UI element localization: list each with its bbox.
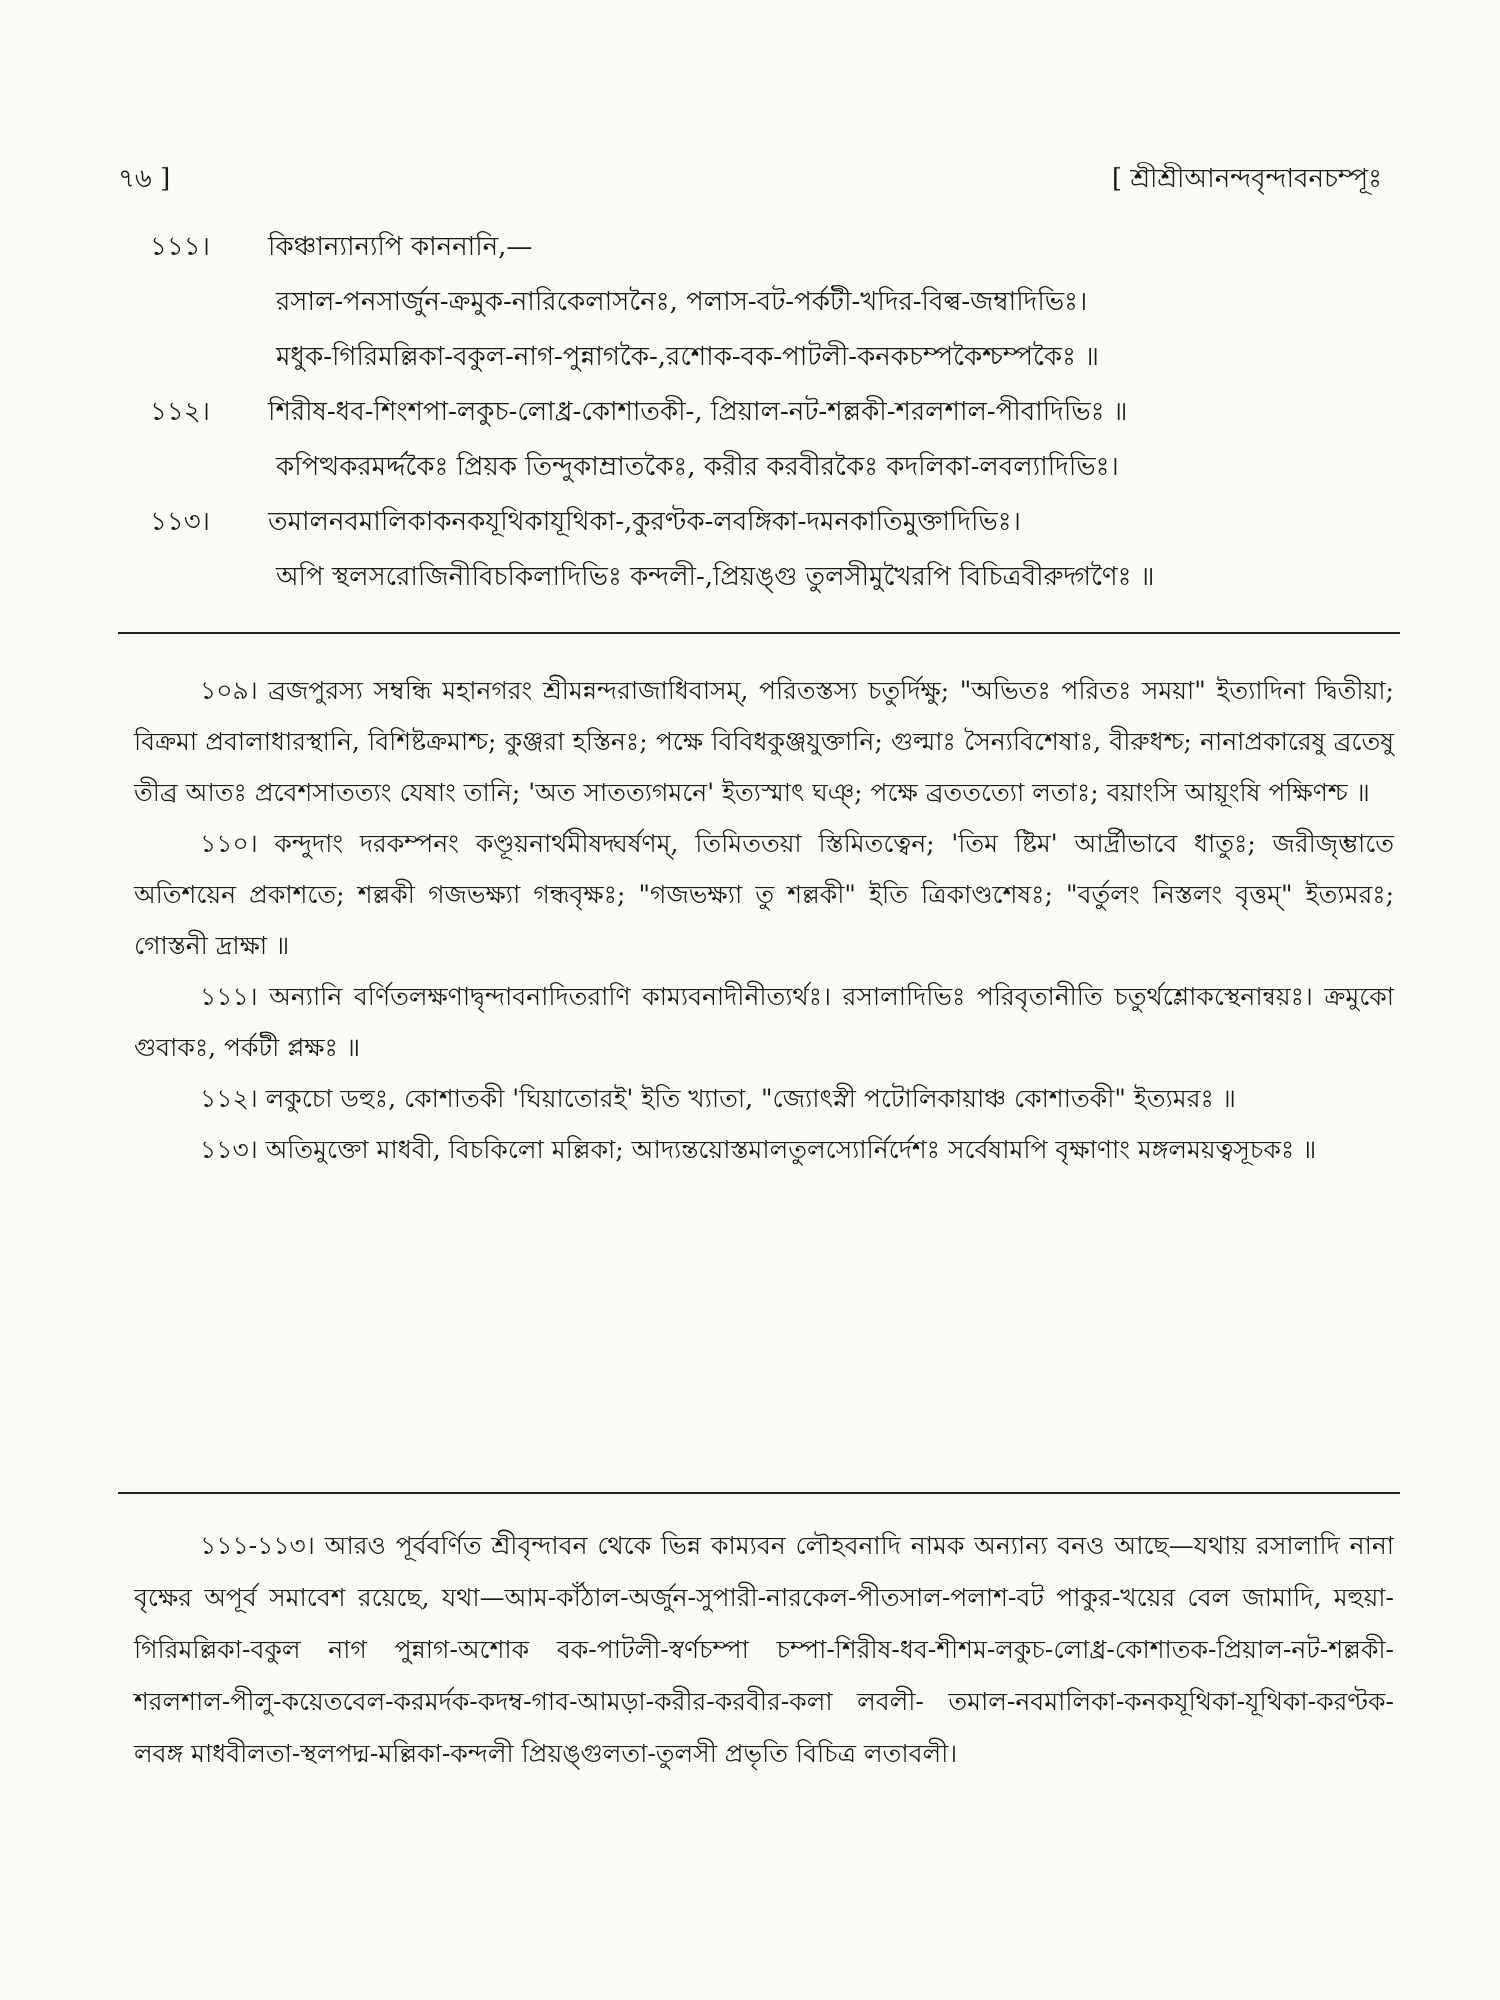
commentary-block — [134, 665, 1394, 1175]
translation-block — [134, 1520, 1394, 1780]
commentary-paragraph: ১১৩। অতিমুক্তো মাধবী, বিচকিলো মল্লিকা; আদ্যন্তয়োস্তমালতুলস্যোর্নির্দেশঃ সর্বেষামপি বৃক্ষাণাং মঙ্গলময়ত্বসূচকঃ ॥ — [200, 1135, 1317, 1164]
verse-number: ১১১। — [150, 232, 210, 262]
verse-text: তমালনবমালিকাকনকযূথিকাযূথিকা-,কুরণ্টক-লবঙ্গিকা-দমনকাতিমুক্তাদিভিঃ। — [268, 507, 1021, 537]
translation-paragraph: ১১১-১১৩। আরও পূর্ববর্ণিত শ্রীবৃন্দাবন থেকে ভিন্ন কাম্যবন লৌহবনাদি নামক অন্যান্য বনও আছে—যথায় রসালাদি নানা বৃক্ষের অপূর্ব সমাবেশ রয়েছে, যথা—আম-কাঁঠাল-অর্জুন-সুপারী-নারকেল-পীতসাল-পলাশ-বট পাকুর-খয়ের বেল জামাদি, মহুয়া-গিরিমল্লিকা-বকুল নাগ পুন্নাগ-অশোক বক-পাটলী-স্বর্ণচম্পা চম্পা-শিরীষ-ধব-শীশম-লকুচ-লোধ্র-কোশাতক-প্রিয়াল-নট-শল্লকী-শরলশাল-পীলু-কয়েতবেল-করমর্দক-কদম্ব-গাব-আমড়া-করীর-করবীর-কলা লবলী- তমাল-নবমালিকা-কনকযূথিকা-যূথিকা-করণ্টক-লবঙ্গ মাধবীলতা-স্থলপদ্ম-মল্লিকা-কন্দলী প্রিয়ঙ্গুলতা-তুলসী প্রভৃতি বিচিত্র লতাবলী। — [134, 1531, 1394, 1768]
verse-text: শিরীষ-ধব-শিংশপা-লকুচ-লোধ্র-কোশাতকী-, প্রিয়াল-নট-শল্লকী-শরলশাল-পীবাদিভিঃ ॥ — [268, 397, 1128, 427]
section-divider — [118, 632, 1400, 634]
verse-number: ১১৩। — [150, 507, 210, 537]
commentary-paragraph: ১১১। অন্যানি বর্ণিতলক্ষণাদ্বৃন্দাবনাদিতরাণি কাম্যবনাদীনীত্যর্থঃ। রসালাদিভিঃ পরিবৃতানীতি চতুর্থশ্লোকস্থেনান্বয়ঃ। ক্রমুকো গুবাকঃ, পর্কটী প্লক্ষঃ ॥ — [134, 982, 1394, 1062]
page-header — [118, 158, 1382, 204]
verse-number: ১১২। — [150, 397, 210, 427]
verse-line — [150, 220, 1400, 275]
verse-block — [150, 220, 1400, 605]
verse-line — [150, 495, 1400, 550]
section-divider — [118, 1492, 1400, 1494]
commentary-paragraph: ১১২। লকুচো ডহুঃ, কোশাতকী 'ঘিয়াতোরই' ইতি খ্যাতা, "জ্যোৎস্নী পটোলিকায়াঞ্চ কোশাতকী" ইত্যমরঃ ॥ — [200, 1084, 1236, 1113]
verse-line: অপি স্থলসরোজিনীবিচকিলাদিভিঃ কন্দলী-,প্রিয়ঙ্গু তুলসীমুখৈরপি বিচিত্রবীরুদ্গণৈঃ ॥ — [276, 562, 1155, 592]
verse-line: রসাল-পনসার্জুন-ক্রমুক-নারিকেলাসনৈঃ, পলাস-বট-পর্কটী-খদির-বিল্ব-জম্বাদিভিঃ। — [276, 287, 1088, 317]
page-number: ৭৬ ] — [118, 164, 171, 194]
verse-text: কিঞ্চান্যান্যপি কাননানি,— — [268, 232, 533, 262]
commentary-paragraph: ১১০। কন্দুদাং দরকম্পনং কণ্ডূয়নার্থমীষদ্ঘর্ষণম্, তিমিততয়া স্তিমিতত্বেন; 'তিম ষ্টিম' আর্দ্রীভাবে ধাতুঃ; জরীজৃম্ভাতে অতিশয়েন প্রকাশতে; শল্লকী গজভক্ষ্যা গন্ধবৃক্ষঃ; "গজভক্ষ্যা তু শল্লকী" ইতি ত্রিকাণ্ডশেষঃ; "বর্তুলং নিস্তলং বৃত্তম্" ইত্যমরঃ; গোস্তনী দ্রাক্ষা ॥ — [134, 829, 1394, 960]
commentary-paragraph: ১০৯। ব্রজপুরস্য সম্বন্ধি মহানগরং শ্রীমন্নন্দরাজাধিবাসম্, পরিতস্তস্য চতুর্দিক্ষু; "অভিতঃ পরিতঃ সময়া" ইত্যাদিনা দ্বিতীয়া; বিক্রমা প্রবালাধারস্থানি, বিশিষ্টক্রমাশ্চ; কুঞ্জরা হস্তিনঃ; পক্ষে বিবিধকুঞ্জযুক্তানি; গুল্মাঃ সৈন্যবিশেষাঃ, বীরুধশ্চ; নানাপ্রকারেষু ব্রতেষু তীব্র আতঃ প্রবেশসাতত্যং যেষাং তানি; 'অত সাতত্যগমনে' ইত্যস্মাৎ ঘঞ্; পক্ষে ব্রততত্যো লতাঃ; বয়াংসি আয়ূংষি পক্ষিণশ্চ ॥ — [134, 676, 1394, 807]
verse-line: কপিত্থকরমর্দ্দকৈঃ প্রিয়ক তিন্দুকাম্রাতকৈঃ, করীর করবীরকৈঃ কদলিকা-লবল্যাদিভিঃ। — [276, 452, 1119, 482]
verse-line: মধুক-গিরিমল্লিকা-বকুল-নাগ-পুন্নাগকৈ-,রশোক-বক-পাটলী-কনকচম্পকৈশ্চম্পকৈঃ ॥ — [276, 342, 1099, 372]
running-title: [ শ্রীশ্রীআনন্দবৃন্দাবনচম্পূঃ — [1111, 164, 1382, 194]
verse-line — [150, 385, 1400, 440]
